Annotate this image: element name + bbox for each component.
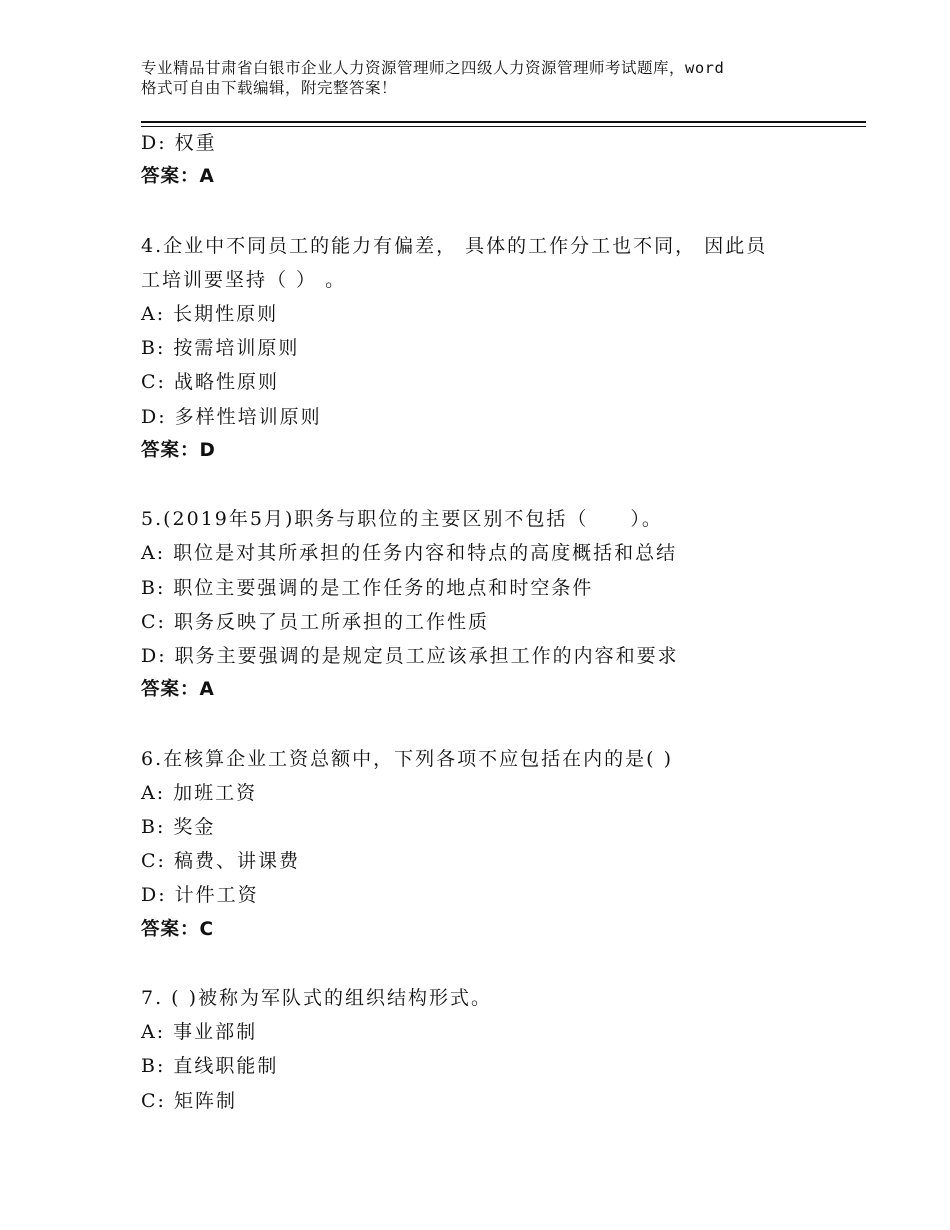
question-5 — [141, 502, 861, 707]
option-a: A: 职位是对其所承担的任务内容和特点的高度概括和总结 — [141, 542, 678, 565]
answer: 答案：C — [141, 918, 215, 940]
spacer — [141, 707, 861, 741]
option-b: B: 职位主要强调的是工作任务的地点和时空条件 — [141, 576, 594, 599]
option-b: B: 直线职能制 — [141, 1055, 279, 1078]
option-d: D: 计件工资 — [141, 884, 259, 907]
question-stem: 7. ( )被称为军队式的组织结构形式。 — [141, 987, 493, 1010]
question-stem: 4.企业中不同员工的能力有偏差， 具体的工作分工也不同， 因此员 — [141, 234, 768, 257]
option-c: C: 职务反映了员工所承担的工作性质 — [141, 610, 489, 633]
question-3-tail — [141, 126, 861, 194]
document-header — [141, 58, 841, 98]
answer: 答案：A — [141, 166, 215, 188]
option-a: A: 加班工资 — [141, 781, 258, 804]
option-b: B: 奖金 — [141, 816, 216, 839]
option-c: C: 稿费、讲课费 — [141, 850, 300, 873]
question-7 — [141, 981, 861, 1118]
question-stem-continued: 工培训要坚持（ ） 。 — [141, 268, 347, 291]
question-stem: 6.在核算企业工资总额中，下列各项不应包括在内的是( ) — [141, 747, 673, 770]
spacer — [141, 468, 861, 502]
option-d: D: 权重 — [141, 132, 217, 154]
header-divider-thick — [141, 121, 866, 123]
option-b: B: 按需培训原则 — [141, 337, 300, 360]
answer: 答案：A — [141, 679, 215, 701]
header-line-2: 格式可自由下载编辑，附完整答案！ — [141, 79, 398, 97]
option-a: A: 长期性原则 — [141, 303, 279, 325]
question-stem: 5.(2019年5月)职务与职位的主要区别不包括（ ）。 — [141, 508, 663, 531]
option-d: D: 多样性培训原则 — [141, 405, 322, 428]
answer: 答案：D — [141, 439, 216, 461]
option-a: A: 事业部制 — [141, 1021, 258, 1044]
question-4 — [141, 229, 861, 468]
option-c: C: 战略性原则 — [141, 371, 279, 394]
question-6 — [141, 742, 861, 947]
option-c: C: 矩阵制 — [141, 1089, 237, 1112]
question-list — [141, 126, 861, 1118]
option-d: D: 职务主要强调的是规定员工应该承担工作的内容和要求 — [141, 645, 679, 668]
header-line-1: 专业精品甘肃省白银市企业人力资源管理师之四级人力资源管理师考试题库，word — [141, 59, 725, 77]
spacer — [141, 947, 861, 981]
spacer — [141, 194, 861, 228]
